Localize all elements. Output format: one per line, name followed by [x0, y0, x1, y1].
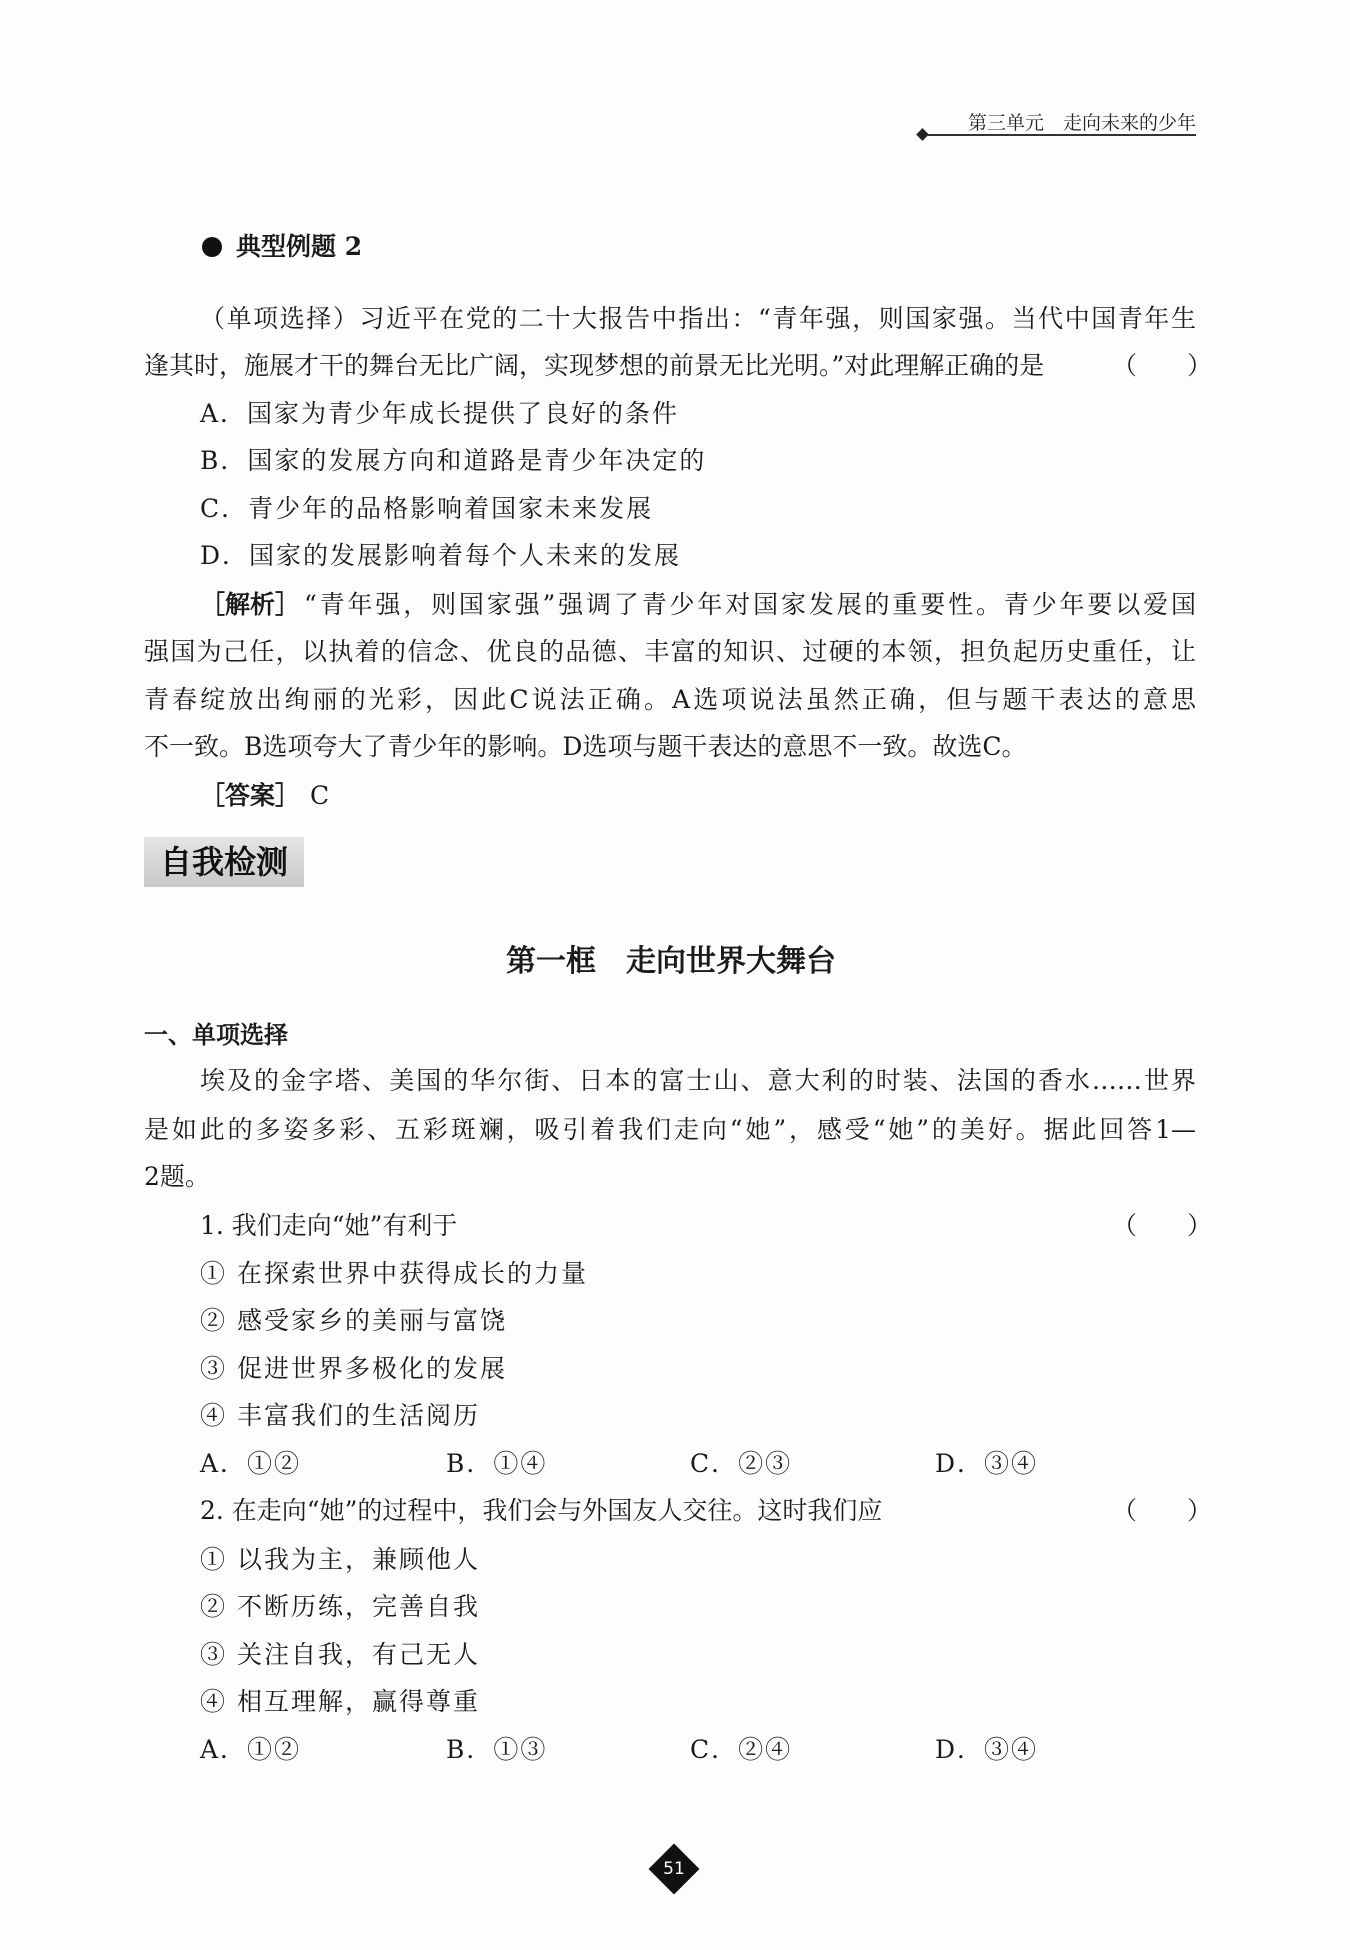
intro-line: 埃及的金字塔、美国的华尔街、日本的富士山、意大利的时装、法国的香水……世界 — [200, 1066, 1196, 1095]
question-2-answer-blank: （ ） — [1112, 1496, 1213, 1525]
analysis-line: 不一致。B选项夸大了青少年的影响。D选项与题干表达的意思不一致。故选C。 — [144, 732, 1027, 761]
question-2-stem: 2. 在走向“她”的过程中，我们会与外国友人交往。这时我们应 — [200, 1496, 883, 1525]
answer-value: C — [310, 781, 330, 810]
question-1-item: ① 在探索世界中获得成长的力量 — [200, 1259, 588, 1288]
self-test-banner — [144, 837, 304, 887]
question-1-stem: 1. 我们走向“她”有利于 — [200, 1211, 458, 1240]
example-option-d: D．国家的发展影响着每个人未来的发展 — [200, 541, 682, 570]
question-2-option-b: B．①③ — [446, 1735, 548, 1764]
running-header-title: 第三单元 走向未来的少年 — [967, 112, 1196, 134]
question-1-item: ④ 丰富我们的生活阅历 — [200, 1401, 480, 1430]
example-option-c: C．青少年的品格影响着国家未来发展 — [200, 494, 654, 523]
header-rule — [928, 134, 1196, 136]
question-2-option-c: C．②④ — [690, 1735, 793, 1764]
answer-label: ［答案］ — [200, 781, 301, 810]
example-question-line: 逢其时，施展才干的舞台无比广阔，实现梦想的前景无比光明。”对此理解正确的是 — [144, 351, 1045, 380]
question-1-option-c: C．②③ — [690, 1449, 793, 1478]
example-option-b: B．国家的发展方向和道路是青少年决定的 — [200, 446, 707, 475]
example-question-line: （单项选择）习近平在党的二十大报告中指出：“青年强，则国家强。当代中国青年生 — [200, 304, 1196, 333]
question-1-answer-blank: （ ） — [1112, 1211, 1213, 1240]
analysis-line: 青春绽放出绚丽的光彩，因此C说法正确。A选项说法虽然正确，但与题干表达的意思 — [144, 685, 1196, 714]
question-2-item: ③ 关注自我，有己无人 — [200, 1640, 480, 1669]
question-1-option-b: B．①④ — [446, 1449, 548, 1478]
page-number: 51 — [663, 1859, 685, 1879]
example-answer-blank: （ ） — [1112, 351, 1213, 380]
analysis-line: “青年强，则国家强”强调了青少年对国家发展的重要性。青少年要以爱国 — [304, 590, 1196, 619]
question-2-option-d: D．③④ — [935, 1735, 1039, 1764]
intro-line: 2题。 — [144, 1162, 210, 1191]
question-1-option-a: A．①② — [200, 1449, 302, 1478]
question-2-item: ④ 相互理解，赢得尊重 — [200, 1687, 480, 1716]
part-heading: 一、单项选择 — [144, 1021, 288, 1049]
self-test-banner-text: 自我检测 — [160, 843, 289, 881]
analysis-line: 强国为己任，以执着的信念、优良的品德、丰富的知识、过硬的本领，担负起历史重任，让 — [144, 637, 1196, 666]
example-heading: 典型例题 2 — [236, 232, 363, 261]
question-2-item: ① 以我为主，兼顾他人 — [200, 1545, 480, 1574]
lesson-title: 第一框 走向世界大舞台 — [506, 944, 836, 979]
question-1-item: ② 感受家乡的美丽与富饶 — [200, 1306, 507, 1335]
bullet-icon — [202, 237, 222, 257]
question-2-option-a: A．①② — [200, 1735, 302, 1764]
question-1-option-d: D．③④ — [935, 1449, 1039, 1478]
intro-line: 是如此的多姿多彩、五彩斑斓，吸引着我们走向“她”，感受“她”的美好。据此回答1— — [144, 1115, 1196, 1144]
question-1-item: ③ 促进世界多极化的发展 — [200, 1354, 507, 1383]
example-option-a: A．国家为青少年成长提供了良好的条件 — [200, 399, 680, 428]
question-2-item: ② 不断历练，完善自我 — [200, 1592, 480, 1621]
analysis-label: ［解析］ — [200, 590, 301, 619]
